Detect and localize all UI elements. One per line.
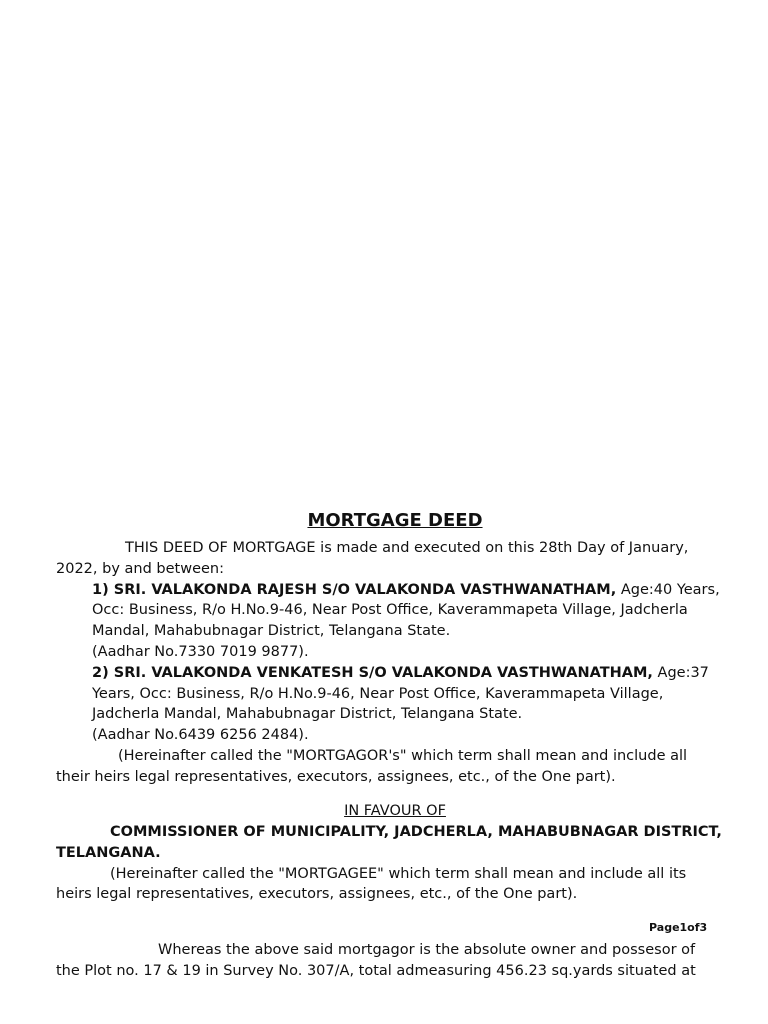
mortgagee-state: TELANGANA. [56, 844, 161, 861]
page-number: Page1of3 [649, 921, 708, 934]
party-2-age: Age:37 [652, 664, 709, 681]
party-1-line-2: Occ: Business, R/o H.No.9-46, Near Post Office, Kaverammapeta Village, Jadcherla [92, 602, 688, 619]
mortgagor-clause-line-2: their heirs legal representatives, executors, assignees, etc., of the One part). [56, 768, 616, 785]
whereas-paragraph [56, 940, 706, 982]
in-favour-of-heading: IN FAVOUR OF [344, 803, 446, 819]
whereas-line-1: Whereas the above said mortgagor is the absolute owner and possesor of [158, 942, 696, 958]
intro-line-1: THIS DEED OF MORTGAGE is made and executed on this 28th Day of January, [125, 540, 689, 556]
party-1-age: Age:40 Years, [616, 581, 720, 598]
party-1-line-1 [56, 580, 720, 601]
party-1-line-3: Mandal, Mahabubnagar District, Telangana State. [92, 623, 451, 640]
mortgagee-clause-line-2: heirs legal representatives, executors, assignees, etc., of the One part). [56, 886, 578, 903]
party-2-line-1 [56, 663, 709, 684]
intro-paragraph [56, 538, 720, 788]
party-1-name: 1) SRI. VALAKONDA RAJESH S/O VALAKONDA VASTHWANATHAM, [92, 581, 617, 598]
mortgagee-clause-line-1: (Hereinafter called the "MORTGAGEE" which term shall mean and include all its [110, 865, 687, 882]
mortgagee-line-1 [56, 822, 722, 843]
whereas-line-2: the Plot no. 17 & 19 in Survey No. 307/A, total admeasuring 456.23 sq.yards situated at [56, 962, 696, 979]
intro-line-2: 2022, by and between: [56, 560, 224, 577]
mortgagee-paragraph [56, 822, 722, 905]
mortgagee-line-2 [56, 843, 706, 864]
document-title: MORTGAGE DEED [307, 510, 483, 531]
mortgagee-name: COMMISSIONER OF MUNICIPALITY, JADCHERLA, MAHABUBNAGAR DISTRICT, [110, 824, 722, 840]
mortgagor-clause-line-1: (Hereinafter called the "MORTGAGOR's" which term shall mean and include all [118, 747, 688, 764]
party-1-aadhar: (Aadhar No.7330 7019 9877). [92, 643, 309, 660]
party-2-line-3: Jadcherla Mandal, Mahabubnagar District, Telangana State. [92, 706, 523, 723]
party-2-aadhar: (Aadhar No.6439 6256 2484). [92, 727, 309, 744]
party-2-name: 2) SRI. VALAKONDA VENKATESH S/O VALAKONDA VASTHWANATHAM, [92, 664, 653, 681]
party-2-line-2: Years, Occ: Business, R/o H.No.9-46, Near Post Office, Kaverammapeta Village, [92, 685, 664, 702]
